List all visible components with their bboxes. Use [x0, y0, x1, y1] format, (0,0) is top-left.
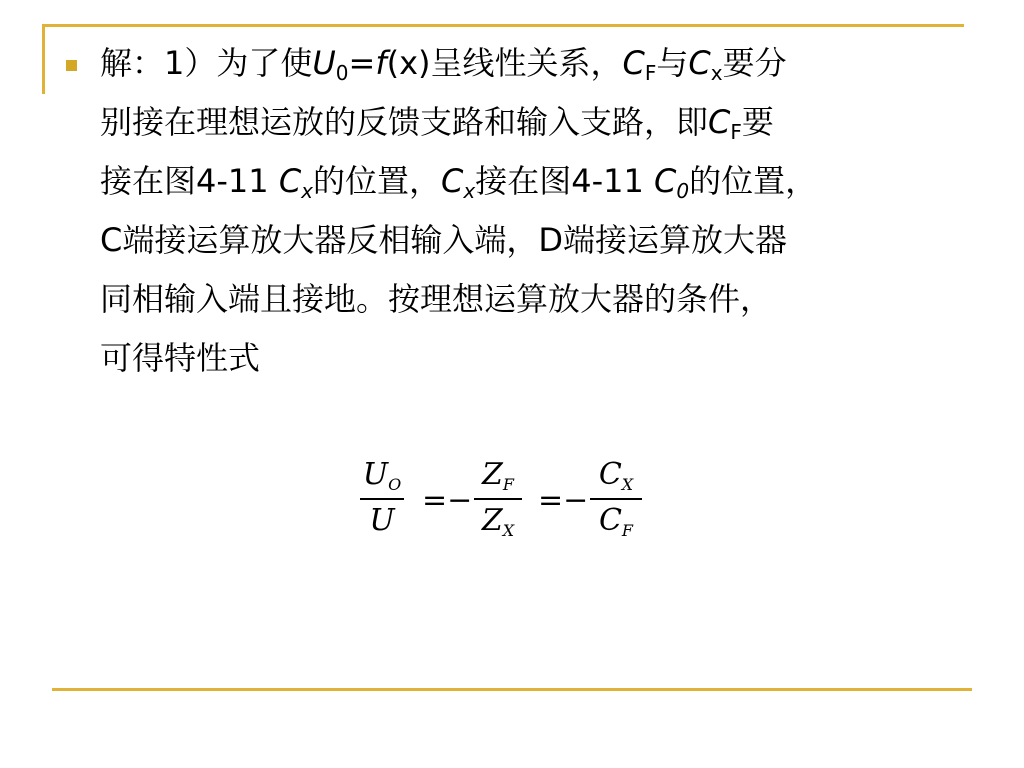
fraction-numerator: [590, 455, 642, 495]
equals-minus: =−: [538, 483, 589, 518]
subscript-f: F: [621, 521, 634, 540]
symbol-u: U: [362, 457, 389, 492]
characteristic-formula: [360, 455, 660, 555]
equals-minus: =−: [422, 483, 473, 518]
symbol-c: C: [598, 503, 622, 538]
var-f: f: [375, 44, 387, 82]
fraction-uo-over-u: [360, 455, 404, 541]
line1-and: 与: [656, 44, 689, 82]
line3-c: 接在图4-11: [475, 162, 655, 200]
subscript-x: X: [621, 475, 634, 494]
body-paragraph: [100, 34, 980, 388]
line1-tail: 要分: [722, 44, 787, 82]
fraction-zf-over-zx: [474, 455, 522, 541]
subscript-f: F: [502, 475, 514, 494]
top-rule: [42, 24, 964, 27]
var-u: U: [312, 44, 336, 82]
text-line-5: 同相输入端且接地。按理想运算放大器的条件，: [100, 280, 773, 318]
var-c0: C: [654, 162, 677, 200]
text-line-2: [100, 93, 980, 152]
fraction-bar: [474, 498, 522, 500]
var-cf-sub: F: [644, 61, 657, 85]
line3-b: 的位置，: [313, 162, 442, 200]
var-cf-sub: F: [730, 120, 742, 144]
line1-args: (x)呈线性关系，: [386, 44, 623, 82]
symbol-z: Z: [481, 503, 503, 538]
fraction-numerator: [474, 455, 522, 495]
text-line-6: 可得特性式: [100, 339, 261, 377]
line1-lead: 解：1）为了使: [100, 44, 313, 82]
fraction-denominator: [360, 501, 404, 541]
fraction-denominator: [474, 501, 522, 541]
var-cf: C: [622, 44, 645, 82]
fraction-numerator: [360, 455, 404, 495]
symbol-u: U: [369, 503, 395, 538]
bullet-square-icon: [66, 60, 77, 71]
line3-a: 接在图4-11: [100, 162, 279, 200]
var-c0-sub: 0: [676, 179, 690, 203]
bottom-rule: [52, 688, 972, 691]
var-cx: C: [688, 44, 711, 82]
line2-lead: 别接在理想运放的反馈支路和输入支路，即: [100, 103, 709, 141]
var-cx: C: [278, 162, 302, 200]
var-cx-sub: x: [463, 179, 476, 203]
fraction-bar: [590, 498, 642, 500]
equals-sign: =: [348, 44, 376, 82]
fraction-bar: [360, 498, 404, 500]
var-cx-sub: x: [710, 61, 723, 85]
symbol-c: C: [598, 457, 622, 492]
text-line-4: C端接运算放大器反相输入端，D端接运算放大器: [100, 221, 787, 259]
subscript-o: O: [388, 475, 402, 494]
var-cx-sub: x: [301, 179, 313, 203]
symbol-z: Z: [482, 457, 503, 492]
left-rule: [42, 24, 45, 94]
fraction-cx-over-cf: [590, 455, 642, 541]
var-cx: C: [441, 162, 464, 200]
line3-d: 的位置，: [689, 162, 818, 200]
text-line-3: [100, 152, 980, 211]
text-line-1: [100, 34, 980, 93]
var-cf: C: [708, 103, 731, 141]
var-u-sub: 0: [335, 61, 349, 85]
subscript-x: X: [502, 521, 515, 540]
fraction-denominator: [590, 501, 642, 541]
line2-tail: 要: [741, 103, 774, 141]
